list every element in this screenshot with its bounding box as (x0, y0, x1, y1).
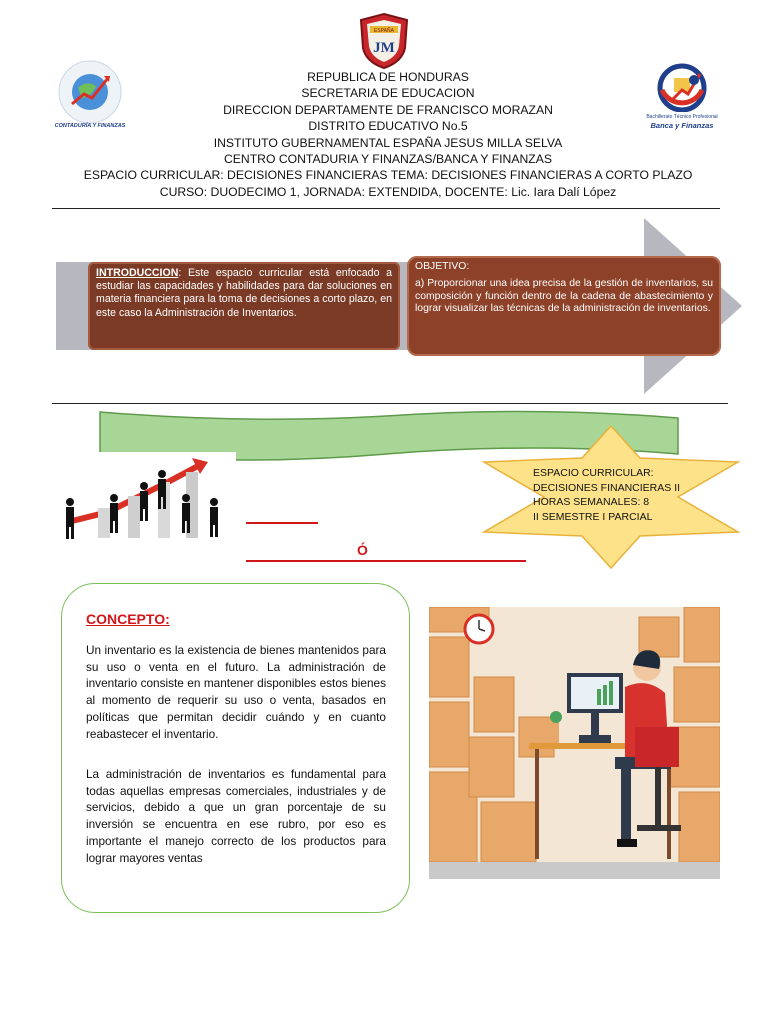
introduction-heading: INTRODUCCION (96, 267, 179, 279)
header-line-curricular-space: ESPACIO CURRICULAR: DECISIONES FINANCIERAS TEMA: DECISIONES FINANCIERAS A CORTO PLAZO (83, 168, 693, 183)
star-weekly-hours: HORAS SEMANALES: 8 (533, 496, 650, 509)
course-info-text (533, 466, 723, 524)
document-header (60, 69, 716, 200)
concept-title: CONCEPTO: (86, 611, 170, 627)
concept-paragraph-2: La administración de inventarios es fundamental para todas aquellas empresas comerciales, industriales y de servicios, debido a que un gran porcentaje de su inversión se encuentra en ese rubro, por eso es importante el manejo correcto de los productos para lograr mayores ventas (86, 767, 386, 865)
warehouse-illustration (429, 607, 720, 879)
header-divider (52, 208, 720, 209)
accent-letter: Ó (357, 542, 368, 558)
objective-box (407, 256, 721, 356)
objective-heading: OBJETIVO: (415, 261, 470, 272)
header-line-secretary: SECRETARIA DE EDUCACION (301, 86, 475, 101)
header-line-country: REPUBLICA DE HONDURAS (307, 70, 469, 84)
header-line-center: CENTRO CONTADURIA Y FINANZAS/BANCA Y FINANZAS (224, 152, 552, 167)
introduction-box (88, 262, 400, 350)
left-logo-caption: CONTADURÍA Y FINANZAS (54, 123, 126, 129)
introduction-text: : Este espacio curricular está enfocado a estudiar las capacidades y habilidades para dar soluciones en materia financiera para la toma de decisiones a corto plazo, en este caso la Administración de Inventarios. (96, 267, 392, 319)
crest-text: ESPAÑA (374, 28, 394, 34)
red-underline-short (246, 522, 318, 524)
right-logo-caption-1: Bachillerato Técnico Profesional (646, 114, 718, 120)
star-semester: II SEMESTRE I PARCIAL (533, 510, 653, 523)
header-line-institute: INSTITUTO GUBERNAMENTAL ESPAÑA JESUS MILLA SELVA (213, 135, 563, 150)
right-logo-caption-2: Banca y Finanzas (650, 121, 714, 130)
header-line-course: CURSO: DUODECIMO 1, JORNADA: EXTENDIDA, DOCENTE: Lic. Iara Dalí López (159, 184, 617, 199)
svg-text:JM: JM (373, 40, 395, 56)
star-subject: DECISIONES FINANCIERAS II (533, 481, 681, 494)
star-curricular-space: ESPACIO CURRICULAR: (533, 467, 654, 479)
header-line-district: DISTRITO EDUCATIVO No.5 (308, 119, 468, 134)
concept-paragraph-1: Un inventario es la existencia de bienes mantenidos para su uso o venta en el futuro. La administración de inventario consiste en mantener disponibles estos bienes al momento de requerir su uso o venta, basados en políticas que permitan decidir cuándo y en cuanto reabastecer el inventario. (86, 643, 386, 741)
school-crest-logo (357, 12, 411, 70)
objective-text: a) Proporcionar una idea precisa de la gestión de inventarios, su composición y función dentro de la cadena de abastecimiento y lograr visualizar las técnicas de la administración de inventarios. (415, 277, 713, 315)
header-line-direction: DIRECCION DEPARTAMENTE DE FRANCISCO MORAZAN (223, 102, 553, 117)
business-growth-image (58, 452, 236, 546)
